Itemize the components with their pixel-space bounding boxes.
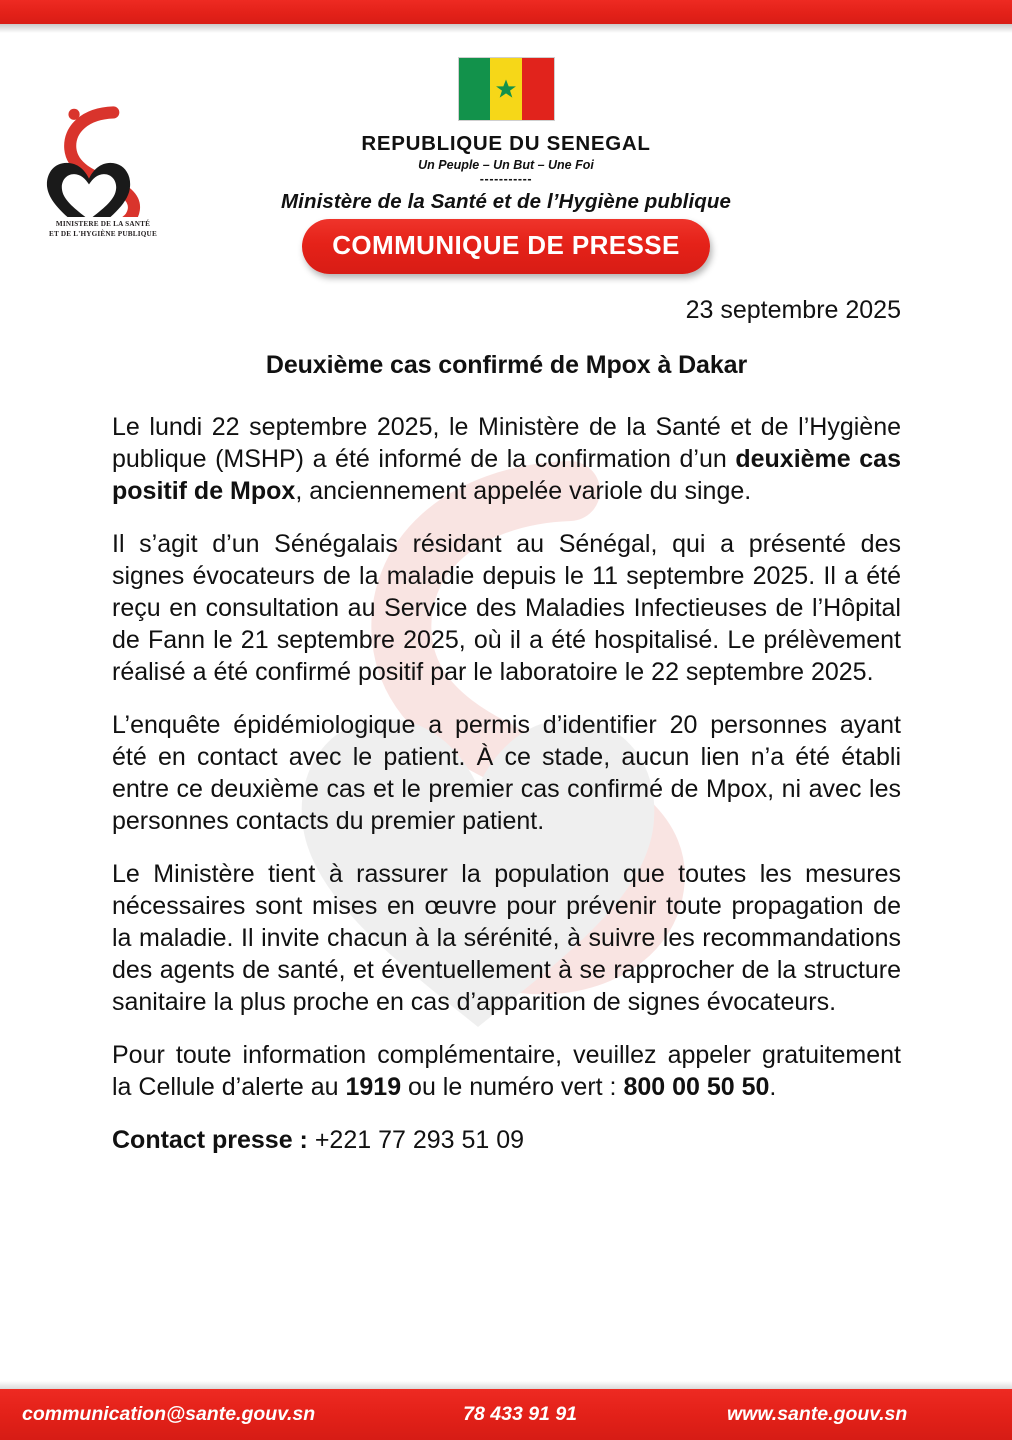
body-text: Pour toute information complémentaire, veuillez appeler gratuitement la Cellule d’alerte au	[112, 1041, 901, 1101]
paragraph-list	[112, 411, 901, 1156]
emphasis-text: deuxième cas positif de Mpox	[112, 445, 901, 505]
body-text: Il s’agit d’un Sénégalais résidant au Sénégal, qui a présenté des signes évocateurs de la maladie depuis le 11 septembre 2025. Il a été reçu en consultation au Service des Maladies Infectieuses de l’Hôpital de Fann le 21 septembre 2025, où il a été hospitalisé. Le prélèvement réalisé a été confirmé positif par le laboratoire le 22 septembre 2025.	[112, 530, 901, 686]
document-title: Deuxième cas confirmé de Mpox à Dakar	[265, 351, 748, 379]
logo-caption-line-2: ET DE L'HYGIÈNE PUBLIQUE	[49, 229, 157, 238]
body-paragraph	[112, 1124, 901, 1156]
body-paragraph	[112, 528, 901, 688]
footer-shadow	[0, 1381, 1012, 1389]
senegal-flag-icon	[458, 57, 555, 121]
flag-band-red	[522, 58, 554, 120]
document-body	[112, 296, 901, 1156]
body-paragraph	[112, 709, 901, 837]
flag-star-icon	[495, 78, 517, 100]
body-text: .	[769, 1073, 777, 1101]
body-paragraph	[112, 411, 901, 507]
body-text: Le Ministère tient à rassurer la population que toutes les mesures nécessaires sont mises en œuvre pour prévenir toute propagation de la maladie. Il invite chacun à la sérénité, à suivre les recommandations des agents de santé, et éventuellement à se rapprocher de la structure sanitaire la plus proche en cas d’apparition de signes évocateurs.	[112, 860, 901, 1016]
footer-contact-bar	[0, 1389, 1012, 1440]
press-release-badge-wrap	[0, 219, 1012, 274]
top-red-bar	[0, 0, 1012, 24]
emphasis-text: 1919	[345, 1073, 402, 1101]
document-date: 23 septembre 2025	[685, 296, 901, 324]
footer-phone[interactable]: 78 433 91 91	[463, 1403, 578, 1425]
body-text: , anciennement appelée variole du singe.	[295, 477, 752, 505]
body-text: L’enquête épidémiologique a permis d’identifier 20 personnes ayant été en contact avec le patient. À ce stade, aucun lien n’a été établi entre ce deuxième cas et le premier cas confirmé de Mpox, ni avec les personnes contacts du premier patient.	[112, 711, 901, 835]
press-release-badge: COMMUNIQUE DE PRESSE	[302, 219, 710, 274]
ministry-name: Ministère de la Santé et de l’Hygiène publique	[280, 189, 731, 213]
flag-band-yellow	[490, 58, 522, 120]
flag-band-green	[459, 58, 491, 120]
header-separator: -----------	[479, 172, 533, 186]
top-bar-shadow	[0, 24, 1012, 33]
republic-emblem-block	[0, 33, 1012, 214]
footer-email[interactable]: communication@sante.gouv.sn	[22, 1403, 316, 1425]
footer-website[interactable]: www.sante.gouv.sn	[727, 1403, 908, 1425]
emphasis-text: 800 00 50 50	[623, 1073, 770, 1101]
republic-title: REPUBLIQUE DU SENEGAL	[361, 132, 651, 155]
body-paragraph	[112, 1039, 901, 1103]
body-text: +221 77 293 51 09	[307, 1126, 525, 1154]
body-paragraph	[112, 858, 901, 1018]
emphasis-text: Contact presse :	[112, 1126, 308, 1154]
body-text: Le lundi 22 septembre 2025, le Ministère de la Santé et de l’Hygiène publique (MSHP) a été informé de la confirmation d’un	[112, 413, 901, 473]
republic-motto: Un Peuple – Un But – Une Foi	[418, 158, 594, 172]
body-text: ou le numéro vert :	[401, 1073, 624, 1101]
logo-caption-line-1: MINISTERE DE LA SANTÉ	[55, 220, 151, 228]
